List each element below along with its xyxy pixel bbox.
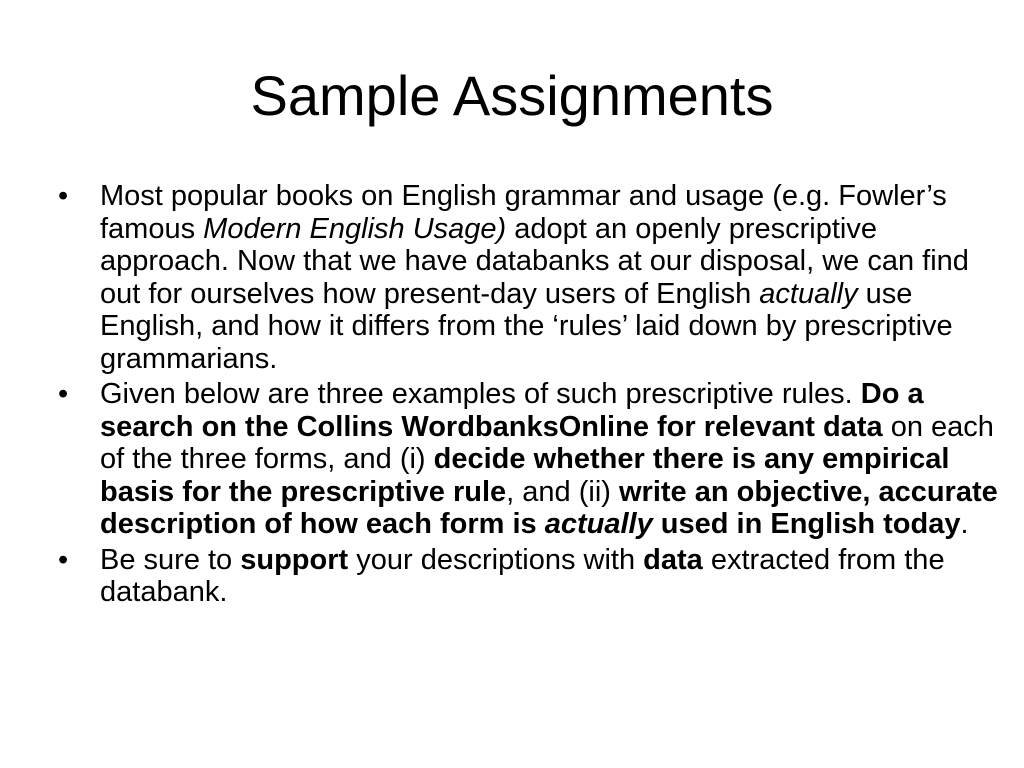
- text-segment: Be sure to: [100, 543, 241, 576]
- bullet-list: [58, 180, 998, 612]
- bold-text-segment: Do a search on the Collins WordbanksOnline for relevant data: [100, 378, 924, 443]
- bold-text-segment: decide whether there is any empirical basis for the prescriptive rule: [100, 443, 950, 508]
- bullet-icon: •: [58, 543, 69, 576]
- text-segment: your descriptions with: [348, 543, 644, 576]
- italic-text-segment: Modern English Usage): [203, 212, 507, 245]
- text-segment: Most popular books on English grammar and usage (e.g. Fowler’s famous: [100, 180, 947, 245]
- bullet-text: [100, 180, 998, 375]
- italic-text-segment: actually: [544, 508, 653, 540]
- bold-text-segment: support: [240, 543, 349, 576]
- bold-italic-text-segment: [545, 508, 653, 540]
- text-segment: Given below are three examples of such prescriptive rules.: [100, 378, 861, 410]
- text-segment: adopt an openly prescriptive approach. Now that we have databanks at our disposal, we can find out for ourselves how present-day users of English: [100, 212, 969, 310]
- bullet-item: [58, 544, 998, 609]
- bullet-icon: •: [58, 378, 69, 410]
- bullet-text: [100, 378, 998, 541]
- bold-text-segment: used in English today: [652, 508, 961, 540]
- text-segment: .: [960, 508, 969, 540]
- bold-text-segment: write an objective, accurate description of how each form is: [100, 475, 998, 540]
- text-segment: extracted from the databank.: [100, 543, 945, 608]
- text-segment: , and (ii): [506, 475, 619, 508]
- text-segment: on each of the three forms, and (i): [100, 410, 994, 475]
- text-segment: use English, and how it differs from the ‘rules’ laid down by prescriptive grammarians.: [100, 277, 953, 375]
- bullet-item: [58, 180, 998, 375]
- bullet-item: [58, 378, 998, 541]
- slide-title: Sample Assignments: [250, 64, 774, 127]
- bold-text-segment: data: [643, 543, 703, 576]
- bullet-icon: •: [58, 180, 69, 212]
- italic-text-segment: actually: [759, 277, 858, 310]
- bullet-text: [100, 544, 998, 609]
